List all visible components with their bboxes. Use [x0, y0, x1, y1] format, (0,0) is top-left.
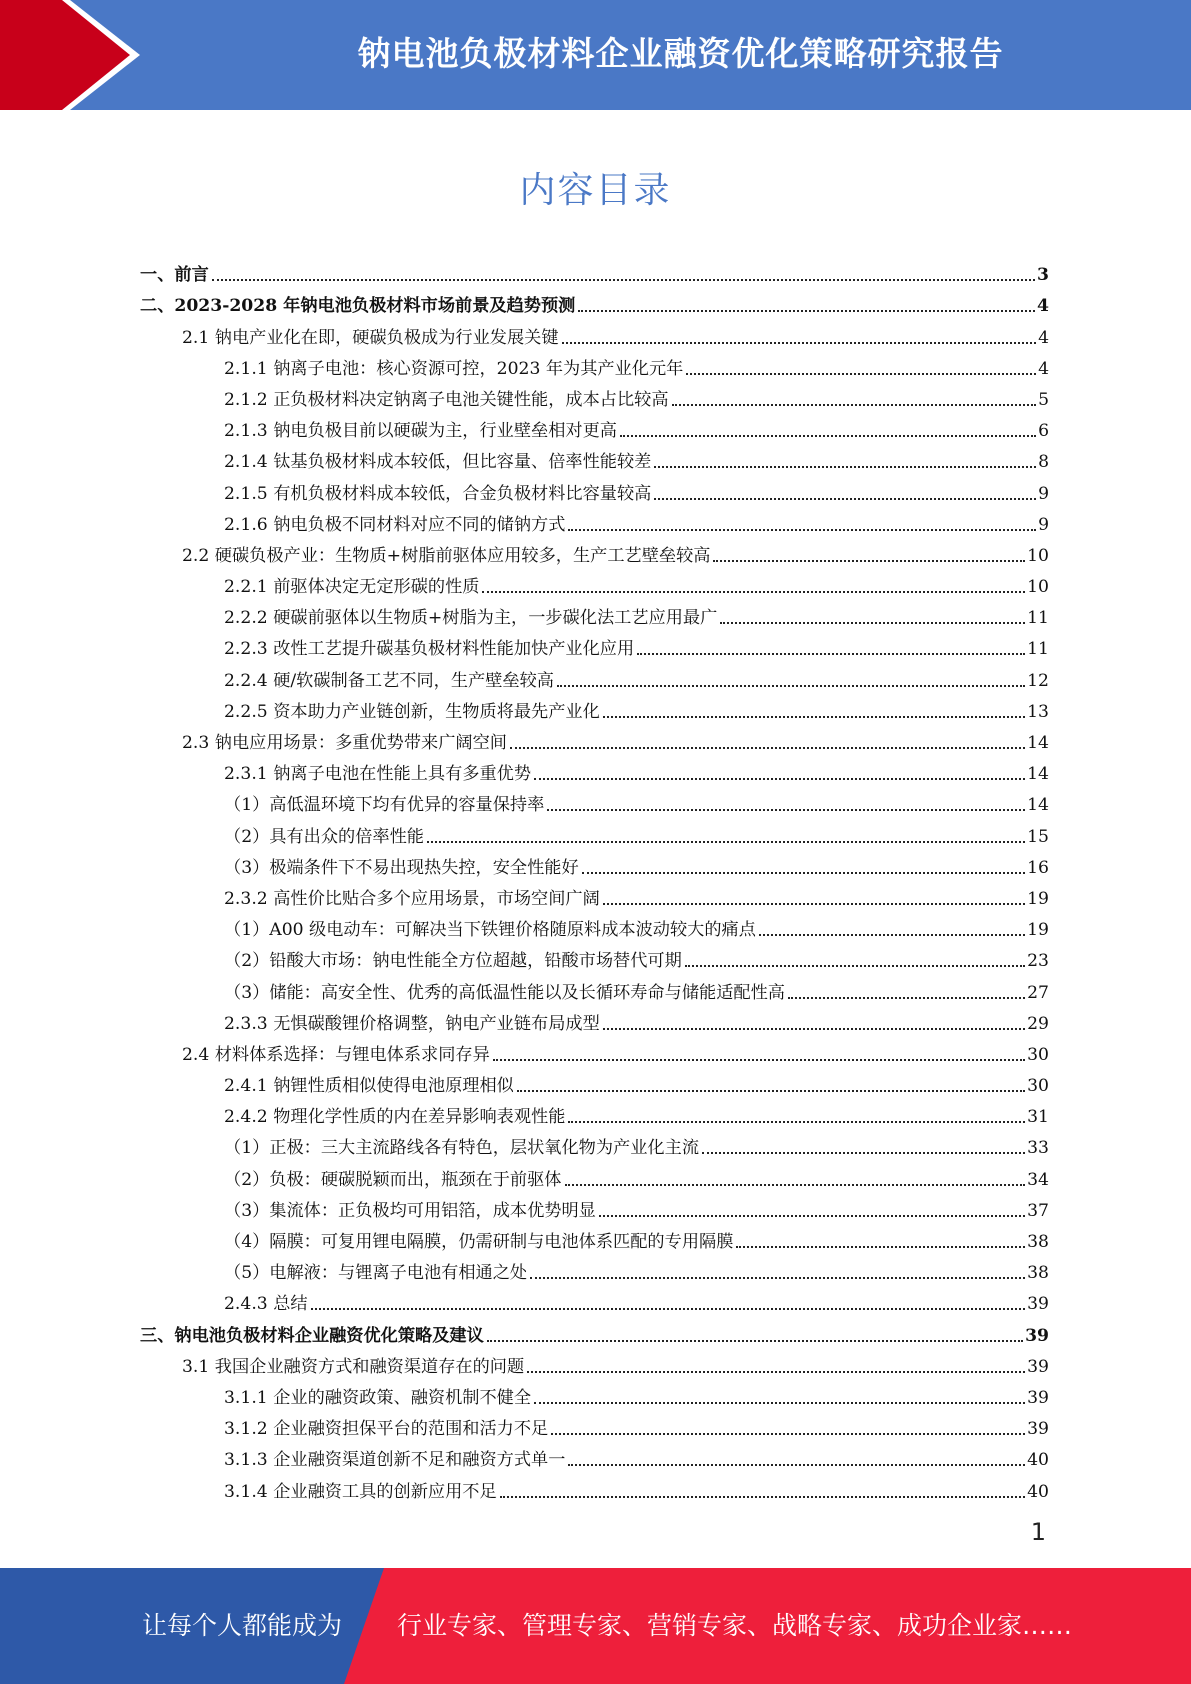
- toc-dot-leader: [620, 434, 1036, 437]
- toc-dot-leader: [686, 372, 1036, 375]
- toc-dot-leader: [565, 1183, 1026, 1186]
- toc-dot-leader: [568, 1463, 1025, 1466]
- toc-dot-leader: [427, 840, 1025, 843]
- toc-entry-page: 19: [1027, 920, 1049, 941]
- toc-entry-label: （3）极端条件下不易出现热失控，安全性能好: [224, 857, 579, 878]
- toc-entry[interactable]: [140, 410, 1049, 441]
- toc-entry[interactable]: [140, 348, 1049, 379]
- toc-dot-leader: [510, 746, 1025, 749]
- toc-entry[interactable]: [140, 1065, 1049, 1096]
- toc-entry-page: 14: [1027, 733, 1049, 753]
- toc-entry-page: 16: [1027, 857, 1049, 878]
- toc-dot-leader: [562, 341, 1037, 344]
- toc-dot-leader: [500, 1495, 1025, 1498]
- toc-entry[interactable]: [140, 566, 1049, 597]
- toc-entry-page: 33: [1027, 1138, 1049, 1159]
- toc-entry[interactable]: [140, 1470, 1049, 1501]
- toc-entry-page: 13: [1027, 701, 1049, 722]
- toc-dot-leader: [557, 684, 1025, 687]
- toc-entry-label: 2.2.1 前驱体决定无定形碳的性质: [224, 577, 480, 598]
- toc-dot-leader: [736, 1245, 1025, 1248]
- toc-entry[interactable]: [140, 504, 1049, 535]
- toc-entry-page: 23: [1027, 951, 1049, 972]
- toc-entry-page: 19: [1027, 888, 1049, 909]
- toc-dot-leader: [527, 1370, 1025, 1373]
- toc-entry-label: 2.4.3 总结: [224, 1294, 308, 1315]
- toc-entry[interactable]: [140, 971, 1049, 1002]
- toc-entry[interactable]: [140, 597, 1049, 628]
- toc-entry-label: 2.2.5 资本助力产业链创新，生物质将最先产业化: [224, 701, 600, 722]
- header-banner: [0, 0, 1191, 110]
- toc-entry-page: 10: [1027, 577, 1049, 598]
- toc-entry-label: 2.1.1 钠离子电池：核心资源可控，2023 年为其产业化元年: [224, 358, 684, 379]
- toc-entry-page: 3: [1037, 265, 1049, 286]
- toc-entry-page: 30: [1027, 1044, 1049, 1065]
- toc-dot-leader: [487, 1339, 1023, 1342]
- toc-entry-page: 38: [1027, 1263, 1049, 1284]
- toc-entry-label: （2）具有出众的倍率性能: [224, 826, 424, 847]
- toc-entry[interactable]: [140, 254, 1049, 285]
- toc-entry-label: 2.3.1 钠离子电池在性能上具有多重优势: [224, 764, 532, 785]
- toc-entry-page: 11: [1027, 639, 1049, 660]
- footer-banner: [0, 1568, 1191, 1684]
- toc-dot-leader: [759, 933, 1025, 936]
- toc-dot-leader: [534, 1401, 1025, 1404]
- toc-title: 内容目录: [519, 170, 672, 211]
- toc-entry-label: （1）高低温环境下均有优异的容量保持率: [224, 795, 545, 816]
- toc-dot-leader: [568, 1120, 1025, 1123]
- toc-dot-leader: [672, 403, 1037, 406]
- toc-entry[interactable]: [140, 722, 1049, 753]
- toc-entry[interactable]: [140, 1283, 1049, 1314]
- toc-entry-label: 3.1.1 企业的融资政策、融资机制不健全: [224, 1387, 532, 1408]
- toc-entry-label: 2.4.1 钠锂性质相似使得电池原理相似: [224, 1076, 514, 1097]
- toc-entry-label: （3）储能：高安全性、优秀的高低温性能以及长循环寿命与储能适配性高: [224, 982, 785, 1003]
- toc-dot-leader: [530, 1276, 1025, 1279]
- toc-entry[interactable]: [140, 940, 1049, 971]
- toc-entry-label: 2.1.4 钛基负极材料成本较低，但比容量、倍率性能较差: [224, 452, 652, 473]
- toc-entry[interactable]: [140, 1096, 1049, 1127]
- toc-dot-leader: [482, 590, 1025, 593]
- toc-dot-leader: [582, 871, 1025, 874]
- toc-entry-label: 2.3.2 高性价比贴合多个应用场景，市场空间广阔: [224, 888, 600, 909]
- toc-entry-page: 11: [1027, 608, 1049, 629]
- toc-entry-label: 2.2 硬碳负极产业：生物质+树脂前驱体应用较多，生产工艺壁垒较高: [182, 545, 711, 566]
- toc-entry[interactable]: [140, 441, 1049, 472]
- toc-entry-page: 15: [1027, 826, 1049, 847]
- toc-entry-label: 2.1.2 正负极材料决定钠离子电池关键性能，成本占比较高: [224, 389, 669, 410]
- toc-entry[interactable]: [140, 1408, 1049, 1439]
- toc-entry-label: 3.1.4 企业融资工具的创新应用不足: [224, 1481, 497, 1502]
- toc-entry[interactable]: [140, 316, 1049, 347]
- toc-entry[interactable]: [140, 1252, 1049, 1283]
- toc-dot-leader: [788, 996, 1025, 999]
- toc-dot-leader: [702, 1151, 1025, 1154]
- toc-entry[interactable]: [140, 1190, 1049, 1221]
- toc-entry[interactable]: [140, 1003, 1049, 1034]
- toc-entry-label: 一、前言: [140, 265, 209, 286]
- footer-left-text: 让每个人都能成为: [142, 1611, 343, 1640]
- toc-dot-leader: [212, 278, 1035, 281]
- toc-entry[interactable]: [140, 1439, 1049, 1470]
- toc-dot-leader: [713, 559, 1025, 562]
- toc-entry-label: 2.4 材料体系选择：与锂电体系求同存异: [182, 1044, 490, 1065]
- toc-entry-label: （1）正极：三大主流路线各有特色，层状氧化物为产业化主流: [224, 1138, 700, 1159]
- toc-dot-leader: [637, 652, 1025, 655]
- toc-entry[interactable]: [140, 815, 1049, 846]
- toc-entry[interactable]: [140, 1127, 1049, 1158]
- toc-entry-label: 2.2.4 硬/软碳制备工艺不同，生产壁垒较高: [224, 670, 554, 691]
- toc-entry[interactable]: [140, 285, 1049, 316]
- toc-entry[interactable]: [140, 1314, 1049, 1345]
- toc-entry-page: 4: [1038, 358, 1049, 379]
- toc-entry[interactable]: [140, 878, 1049, 909]
- toc-entry-label: （2）铅酸大市场：钠电性能全方位超越，铅酸市场替代可期: [224, 951, 682, 972]
- toc-dot-leader: [568, 528, 1036, 531]
- toc-entry-page: 8: [1038, 452, 1049, 473]
- toc-dot-leader: [599, 1214, 1025, 1217]
- toc-entry[interactable]: [140, 784, 1049, 815]
- toc-entry[interactable]: [140, 1034, 1049, 1065]
- toc-dot-leader: [685, 964, 1025, 967]
- toc-dot-leader: [603, 1027, 1025, 1030]
- toc-entry-label: （2）负极：硬碳脱颖而出，瓶颈在于前驱体: [224, 1169, 562, 1190]
- toc-entry-page: 27: [1027, 982, 1049, 1003]
- toc-entry-label: 2.2.3 改性工艺提升碳基负极材料性能加快产业化应用: [224, 639, 635, 660]
- toc-entry-page: 9: [1038, 514, 1049, 535]
- toc-entry-label: 2.3 钠电应用场景：多重优势带来广阔空间: [182, 733, 507, 753]
- toc-entry-page: 4: [1037, 296, 1049, 317]
- toc-dot-leader: [493, 1058, 1025, 1061]
- toc-entry[interactable]: [140, 847, 1049, 878]
- toc-entry-page: 9: [1038, 483, 1049, 504]
- toc-entry-label: （4）隔膜：可复用锂电隔膜，仍需研制与电池体系匹配的专用隔膜: [224, 1232, 734, 1252]
- toc-entry-page: 30: [1027, 1076, 1049, 1097]
- toc-entry-page: 14: [1027, 795, 1049, 816]
- toc-dot-leader: [534, 777, 1025, 780]
- toc-entry-label: 2.1.3 钠电负极目前以硬碳为主，行业壁垒相对更高: [224, 421, 617, 442]
- toc-entry-page: 5: [1038, 389, 1049, 410]
- toc-entry[interactable]: [140, 1346, 1049, 1377]
- toc-entry[interactable]: [140, 472, 1049, 503]
- toc-dot-leader: [578, 309, 1035, 312]
- toc-entry-page: 37: [1027, 1200, 1049, 1221]
- toc-dot-leader: [311, 1307, 1026, 1310]
- toc-entry[interactable]: [140, 379, 1049, 410]
- toc-dot-leader: [551, 1432, 1025, 1435]
- toc-entry-label: 3.1.2 企业融资担保平台的范围和活力不足: [224, 1419, 549, 1440]
- toc-entry-page: 40: [1027, 1450, 1049, 1471]
- header-title: 钠电池负极材料企业融资优化策略研究报告: [357, 34, 1004, 73]
- chevron-arrow-icon: [0, 0, 150, 110]
- toc-entry-label: （3）集流体：正负极均可用铝箔，成本优势明显: [224, 1200, 596, 1221]
- toc-dot-leader: [654, 497, 1036, 500]
- toc-entry-page: 6: [1038, 421, 1049, 442]
- toc-dot-leader: [603, 902, 1025, 905]
- toc-entry-page: 39: [1025, 1325, 1049, 1346]
- toc-entry-page: 40: [1027, 1481, 1049, 1502]
- toc-entry-label: 三、钠电池负极材料企业融资优化策略及建议: [140, 1325, 484, 1346]
- page-number: 1: [1030, 1518, 1046, 1546]
- toc-entry-label: 3.1 我国企业融资方式和融资渠道存在的问题: [182, 1356, 525, 1377]
- toc-entry-label: （5）电解液：与锂离子电池有相通之处: [224, 1263, 528, 1284]
- toc-entry-page: 4: [1038, 327, 1049, 348]
- toc-dot-leader: [654, 465, 1036, 468]
- toc-entry[interactable]: [140, 535, 1049, 566]
- toc-dot-leader: [720, 621, 1025, 624]
- toc-entry[interactable]: [140, 659, 1049, 690]
- toc-entry-page: 39: [1027, 1419, 1049, 1440]
- toc-entry-page: 34: [1027, 1169, 1049, 1190]
- toc-entry-label: 2.2.2 硬碳前驱体以生物质+树脂为主，一步碳化法工艺应用最广: [224, 608, 718, 629]
- toc-dot-leader: [517, 1089, 1025, 1092]
- toc-entry-label: 3.1.3 企业融资渠道创新不足和融资方式单一: [224, 1450, 566, 1471]
- toc-entry-page: 29: [1027, 1013, 1049, 1034]
- toc-entry[interactable]: [140, 1377, 1049, 1408]
- toc-entry-page: 38: [1027, 1232, 1049, 1252]
- toc-entry-label: 二、2023-2028 年钠电池负极材料市场前景及趋势预测: [140, 296, 576, 317]
- toc-dot-leader: [603, 715, 1025, 718]
- toc-entry[interactable]: [140, 628, 1049, 659]
- toc-entry-page: 10: [1027, 545, 1049, 566]
- toc-dot-leader: [547, 808, 1025, 811]
- toc-entry-label: 2.4.2 物理化学性质的内在差异影响表观性能: [224, 1107, 566, 1128]
- toc-entry-label: 2.1.6 钠电负极不同材料对应不同的储钠方式: [224, 514, 566, 535]
- toc-entry-page: 31: [1027, 1107, 1049, 1128]
- toc-entry[interactable]: [140, 1158, 1049, 1189]
- toc-entry-label: 2.1 钠电产业化在即，硬碳负极成为行业发展关键: [182, 327, 559, 348]
- table-of-contents: [140, 254, 1049, 1502]
- footer-right-text: 行业专家、管理专家、营销专家、战略专家、成功企业家……: [397, 1611, 1073, 1640]
- toc-entry-page: 14: [1027, 764, 1049, 785]
- toc-entry-page: 39: [1027, 1294, 1049, 1315]
- toc-entry-page: 39: [1027, 1356, 1049, 1377]
- toc-entry[interactable]: [140, 753, 1049, 784]
- toc-entry-label: 2.1.5 有机负极材料成本较低，合金负极材料比容量较高: [224, 483, 652, 504]
- toc-entry-label: （1）A00 级电动车：可解决当下铁锂价格随原料成本波动较大的痛点: [224, 920, 756, 941]
- toc-entry[interactable]: [140, 691, 1049, 722]
- toc-entry-page: 39: [1027, 1387, 1049, 1408]
- toc-entry-label: 2.3.3 无惧碳酸锂价格调整，钠电产业链布局成型: [224, 1013, 600, 1034]
- toc-entry-page: 12: [1027, 670, 1049, 691]
- toc-entry[interactable]: [140, 909, 1049, 940]
- toc-entry[interactable]: [140, 1221, 1049, 1252]
